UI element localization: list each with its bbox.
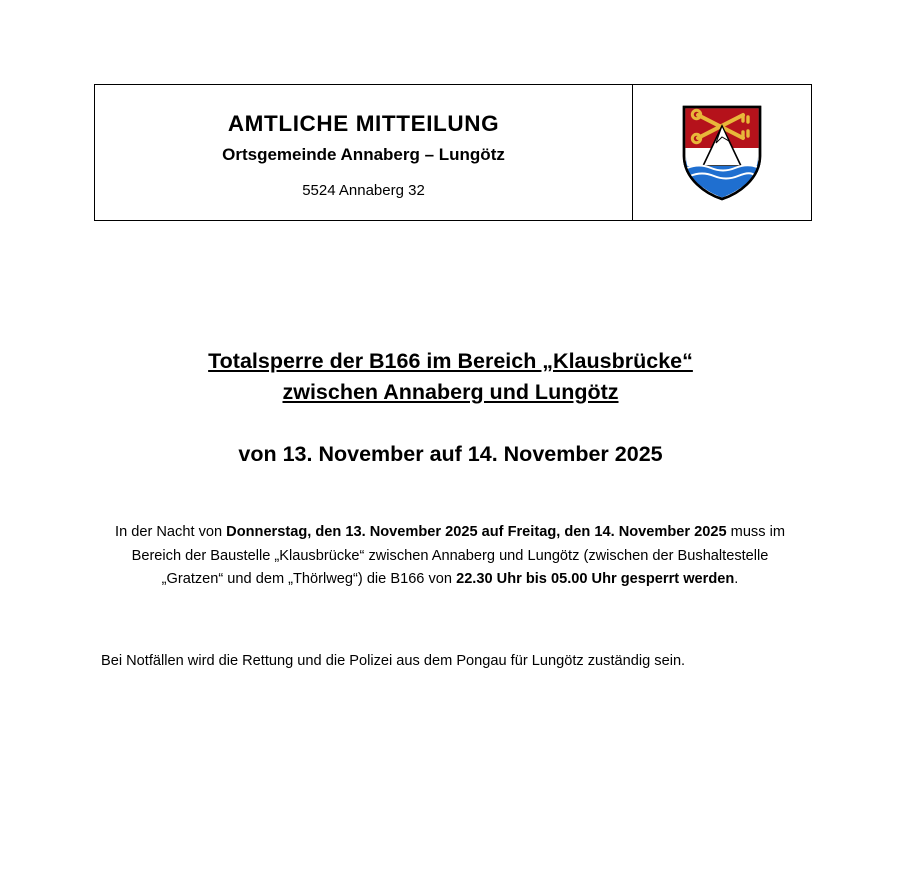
para1-bold-1: Donnerstag, den 13. November 2025 auf Freitag, den: [226, 524, 591, 540]
municipality-address: 5524 Annaberg 32: [302, 182, 425, 200]
headline-block: [0, 346, 901, 407]
header-text-block: [95, 85, 632, 220]
headline-line-1: Totalsperre der B166 im Bereich „Klausbrücke“: [208, 349, 693, 373]
para1-text-2: muss im Bereich der Baustelle „Klausbrücke“ zwischen Annaberg und Lungötz (zwischen der Bushaltestelle „Gratzen“ und dem „Thörlweg“) die B166 von: [131, 524, 785, 588]
para1-bold-2: 14. November 2025: [594, 524, 727, 540]
para1-text-3: .: [734, 571, 739, 588]
headline-line-2: zwischen Annaberg und Lungötz: [282, 379, 619, 404]
para1-text-1: In der Nacht von: [115, 524, 227, 540]
coat-of-arms-icon: [681, 104, 763, 202]
document-title: AMTLICHE MITTEILUNG: [227, 111, 500, 136]
municipality-name: Ortsgemeinde Annaberg – Lungötz: [222, 144, 505, 164]
headline-date-line: von 13. November auf 14. November 2025: [238, 442, 663, 466]
notice-paragraph-1: [110, 521, 790, 592]
crest-container: [633, 85, 811, 220]
notice-paragraph-2: Bei Notfällen wird die Rettung und die Polizei aus dem Pongau für Lungötz zuständig sein.: [101, 653, 686, 669]
official-notice-header-box: [94, 84, 812, 221]
para1-bold-3: 22.30 Uhr bis 05.00 Uhr gesperrt werden: [456, 571, 735, 588]
